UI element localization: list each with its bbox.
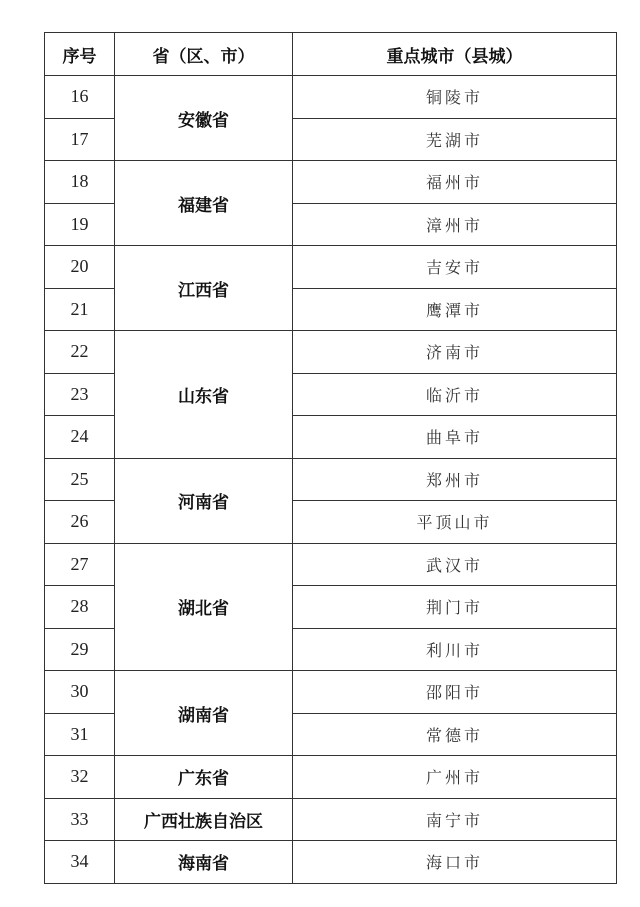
- province-cell: 广东省: [115, 756, 293, 799]
- city-cell: 芜湖市: [293, 118, 617, 161]
- table-body: [45, 76, 617, 884]
- city-cell: 利川市: [293, 628, 617, 671]
- province-cell: 广西壮族自治区: [115, 798, 293, 841]
- table-row: [45, 798, 617, 841]
- table-header: [45, 33, 617, 76]
- seq-cell: 25: [45, 458, 115, 501]
- province-cell: 湖北省: [115, 543, 293, 671]
- table-row: [45, 161, 617, 204]
- city-cell: 武汉市: [293, 543, 617, 586]
- header-row: [45, 33, 617, 76]
- seq-cell: 34: [45, 841, 115, 884]
- province-cell: 湖南省: [115, 671, 293, 756]
- city-cell: 郑州市: [293, 458, 617, 501]
- seq-cell: 27: [45, 543, 115, 586]
- city-cell: 广州市: [293, 756, 617, 799]
- seq-cell: 18: [45, 161, 115, 204]
- province-cell: 安徽省: [115, 76, 293, 161]
- table-row: [45, 246, 617, 289]
- city-cell: 济南市: [293, 331, 617, 374]
- city-cell: 南宁市: [293, 798, 617, 841]
- seq-cell: 19: [45, 203, 115, 246]
- header-city: 重点城市（县城）: [293, 33, 617, 76]
- header-province: 省（区、市）: [115, 33, 293, 76]
- seq-cell: 29: [45, 628, 115, 671]
- city-cell: 吉安市: [293, 246, 617, 289]
- seq-cell: 28: [45, 586, 115, 629]
- province-cell: 海南省: [115, 841, 293, 884]
- table-row: [45, 671, 617, 714]
- seq-cell: 31: [45, 713, 115, 756]
- seq-cell: 16: [45, 76, 115, 119]
- city-cell: 铜陵市: [293, 76, 617, 119]
- seq-cell: 26: [45, 501, 115, 544]
- table-row: [45, 458, 617, 501]
- province-cell: 福建省: [115, 161, 293, 246]
- city-cell: 荆门市: [293, 586, 617, 629]
- province-cell: 河南省: [115, 458, 293, 543]
- seq-cell: 17: [45, 118, 115, 161]
- table-row: [45, 543, 617, 586]
- province-cell: 山东省: [115, 331, 293, 459]
- seq-cell: 24: [45, 416, 115, 459]
- city-cell: 临沂市: [293, 373, 617, 416]
- city-cell: 鹰潭市: [293, 288, 617, 331]
- key-cities-table: [44, 32, 617, 884]
- city-cell: 曲阜市: [293, 416, 617, 459]
- table-row: [45, 331, 617, 374]
- table-row: [45, 76, 617, 119]
- seq-cell: 21: [45, 288, 115, 331]
- city-cell: 海口市: [293, 841, 617, 884]
- city-cell: 邵阳市: [293, 671, 617, 714]
- seq-cell: 30: [45, 671, 115, 714]
- city-cell: 平顶山市: [293, 501, 617, 544]
- table-row: [45, 841, 617, 884]
- seq-cell: 32: [45, 756, 115, 799]
- seq-cell: 20: [45, 246, 115, 289]
- seq-cell: 23: [45, 373, 115, 416]
- city-cell: 福州市: [293, 161, 617, 204]
- city-cell: 常德市: [293, 713, 617, 756]
- seq-cell: 22: [45, 331, 115, 374]
- province-cell: 江西省: [115, 246, 293, 331]
- city-cell: 漳州市: [293, 203, 617, 246]
- header-seq: 序号: [45, 33, 115, 76]
- seq-cell: 33: [45, 798, 115, 841]
- table-row: [45, 756, 617, 799]
